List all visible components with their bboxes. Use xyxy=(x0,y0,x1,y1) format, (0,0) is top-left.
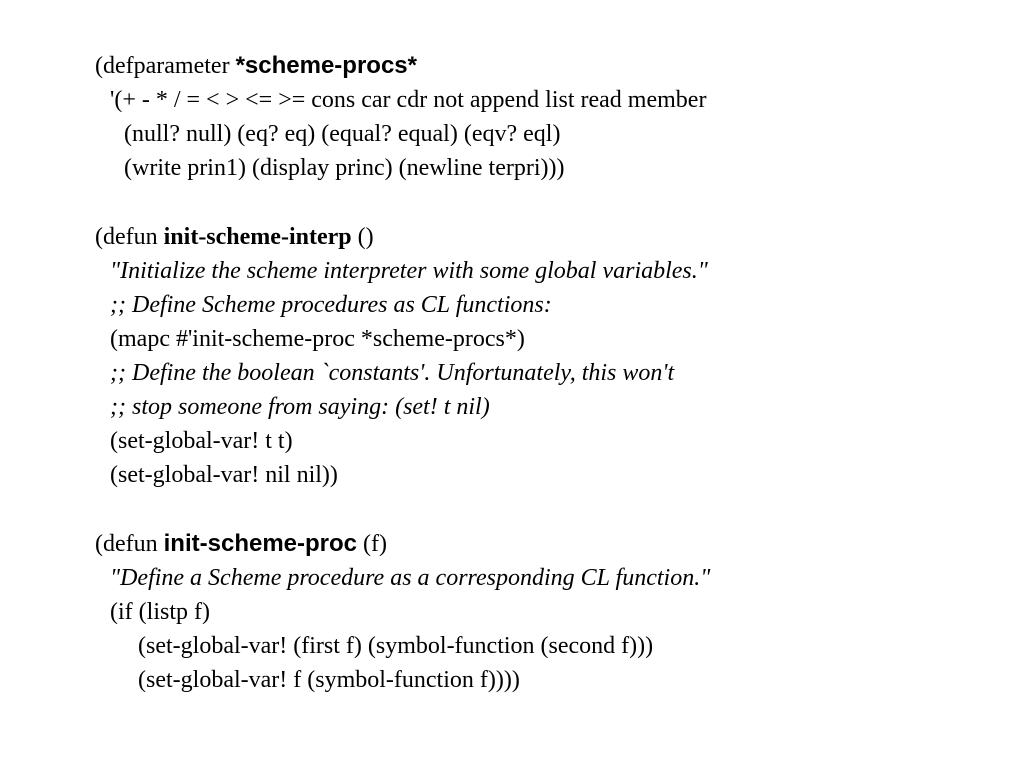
init-scheme-proc-args: (f) xyxy=(357,531,387,557)
procs-list-line-3: (write prin1) (display princ) (newline terpri))) xyxy=(124,155,565,181)
defparameter-line xyxy=(95,52,417,80)
init-scheme-interp-args: () xyxy=(351,224,374,250)
defun-keyword: (defun xyxy=(95,531,164,557)
defparameter-keyword: (defparameter xyxy=(95,53,236,79)
comment-stop-someone: ;; stop someone from saying: (set! t nil) xyxy=(110,394,490,420)
procs-list-line-2: (null? null) (eq? eq) (equal? equal) (eqv? eql) xyxy=(124,121,561,147)
init-scheme-proc-docstring: "Define a Scheme procedure as a corresponding CL function." xyxy=(110,565,711,591)
defun-keyword: (defun xyxy=(95,224,164,250)
set-global-var-nil-line: (set-global-var! nil nil)) xyxy=(110,462,338,488)
init-scheme-interp-docstring: "Initialize the scheme interpreter with some global variables." xyxy=(110,258,708,284)
procs-list-line-1: '(+ - * / = < > <= >= cons car cdr not append list read member xyxy=(110,87,707,113)
defun-init-scheme-interp-line xyxy=(95,223,374,251)
set-global-var-f-line: (set-global-var! f (symbol-function f)))) xyxy=(138,667,520,693)
set-global-var-t-line: (set-global-var! t t) xyxy=(110,428,293,454)
scheme-procs-name: *scheme-procs* xyxy=(235,52,417,79)
comment-define-procedures: ;; Define Scheme procedures as CL functions: xyxy=(110,292,552,318)
init-scheme-interp-name: init-scheme-interp xyxy=(163,224,352,250)
comment-boolean-constants: ;; Define the boolean `constants'. Unfortunately, this won't xyxy=(110,360,675,386)
mapc-line: (mapc #'init-scheme-proc *scheme-procs*) xyxy=(110,326,525,352)
init-scheme-proc-name: init-scheme-proc xyxy=(163,530,358,557)
set-global-var-first-line: (set-global-var! (first f) (symbol-function (second f))) xyxy=(138,633,654,659)
if-listp-line: (if (listp f) xyxy=(110,599,210,625)
defun-init-scheme-proc-line xyxy=(95,530,387,558)
